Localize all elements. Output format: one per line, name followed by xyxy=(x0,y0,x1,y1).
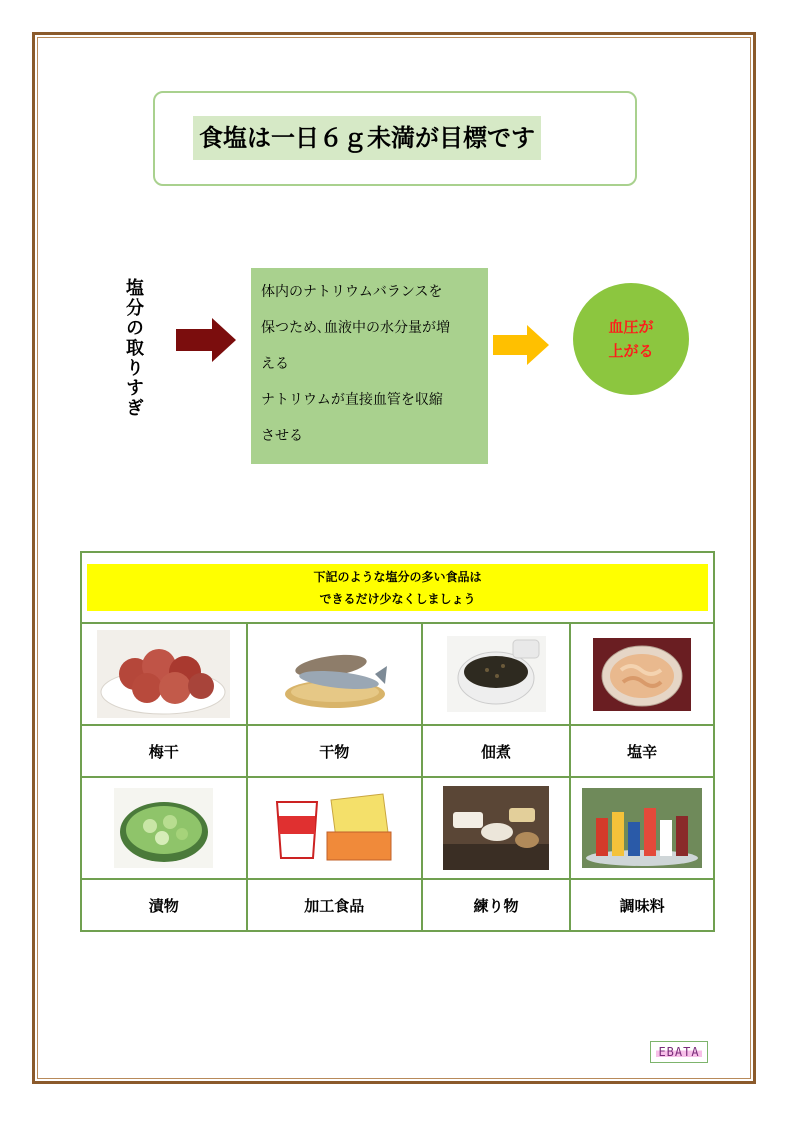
food-name: 練り物 xyxy=(422,879,570,931)
food-name: 加工食品 xyxy=(247,879,422,931)
table-header-line: できるだけ少なくしましょう xyxy=(319,591,476,606)
food-image-cell xyxy=(570,623,714,725)
food-name: 梅干 xyxy=(81,725,247,777)
food-image-cell xyxy=(570,777,714,879)
mechanism-line: 体内のナトリウムバランスを xyxy=(261,284,443,300)
mechanism-box xyxy=(251,268,488,464)
food-name: 塩辛 xyxy=(570,725,714,777)
shiokara-image xyxy=(593,638,691,711)
food-name: 漬物 xyxy=(81,879,247,931)
result-line: 血圧が xyxy=(608,318,654,336)
table-header xyxy=(81,552,714,623)
table-header-line: 下記のような塩分の多い食品は xyxy=(313,569,482,584)
mechanism-line: える xyxy=(261,356,289,372)
page-title: 食塩は一日６ｇ未満が目標です xyxy=(193,116,541,160)
mechanism-line: させる xyxy=(261,428,303,444)
salty-foods-table xyxy=(80,551,715,932)
mechanism-line: ナトリウムが直接血管を収縮 xyxy=(261,392,443,408)
food-image-cell xyxy=(247,777,422,879)
signature-badge xyxy=(650,1041,708,1063)
result-line: 上がる xyxy=(608,342,654,360)
food-image-cell xyxy=(422,777,570,879)
signature-text: EBATA xyxy=(658,1045,700,1059)
food-image-cell xyxy=(81,623,247,725)
arrow-right-icon xyxy=(493,325,549,365)
food-image-cell xyxy=(247,623,422,725)
nerimono-image xyxy=(443,786,549,870)
arrow-right-icon xyxy=(176,318,236,362)
food-name: 干物 xyxy=(247,725,422,777)
tsukemono-image xyxy=(114,788,213,868)
himono-image xyxy=(281,638,388,710)
food-image-cell xyxy=(422,623,570,725)
cause-label: 塩分の取りすぎ xyxy=(123,278,144,418)
result-circle xyxy=(573,283,689,395)
mechanism-line: 保つため､血液中の水分量が増 xyxy=(261,320,450,336)
seasoning-image xyxy=(582,788,702,868)
processed-food-image xyxy=(275,792,394,864)
umeboshi-image xyxy=(97,630,230,718)
food-image-cell xyxy=(81,777,247,879)
food-name: 佃煮 xyxy=(422,725,570,777)
food-name: 調味料 xyxy=(570,879,714,931)
tsukudani-image xyxy=(447,636,546,712)
